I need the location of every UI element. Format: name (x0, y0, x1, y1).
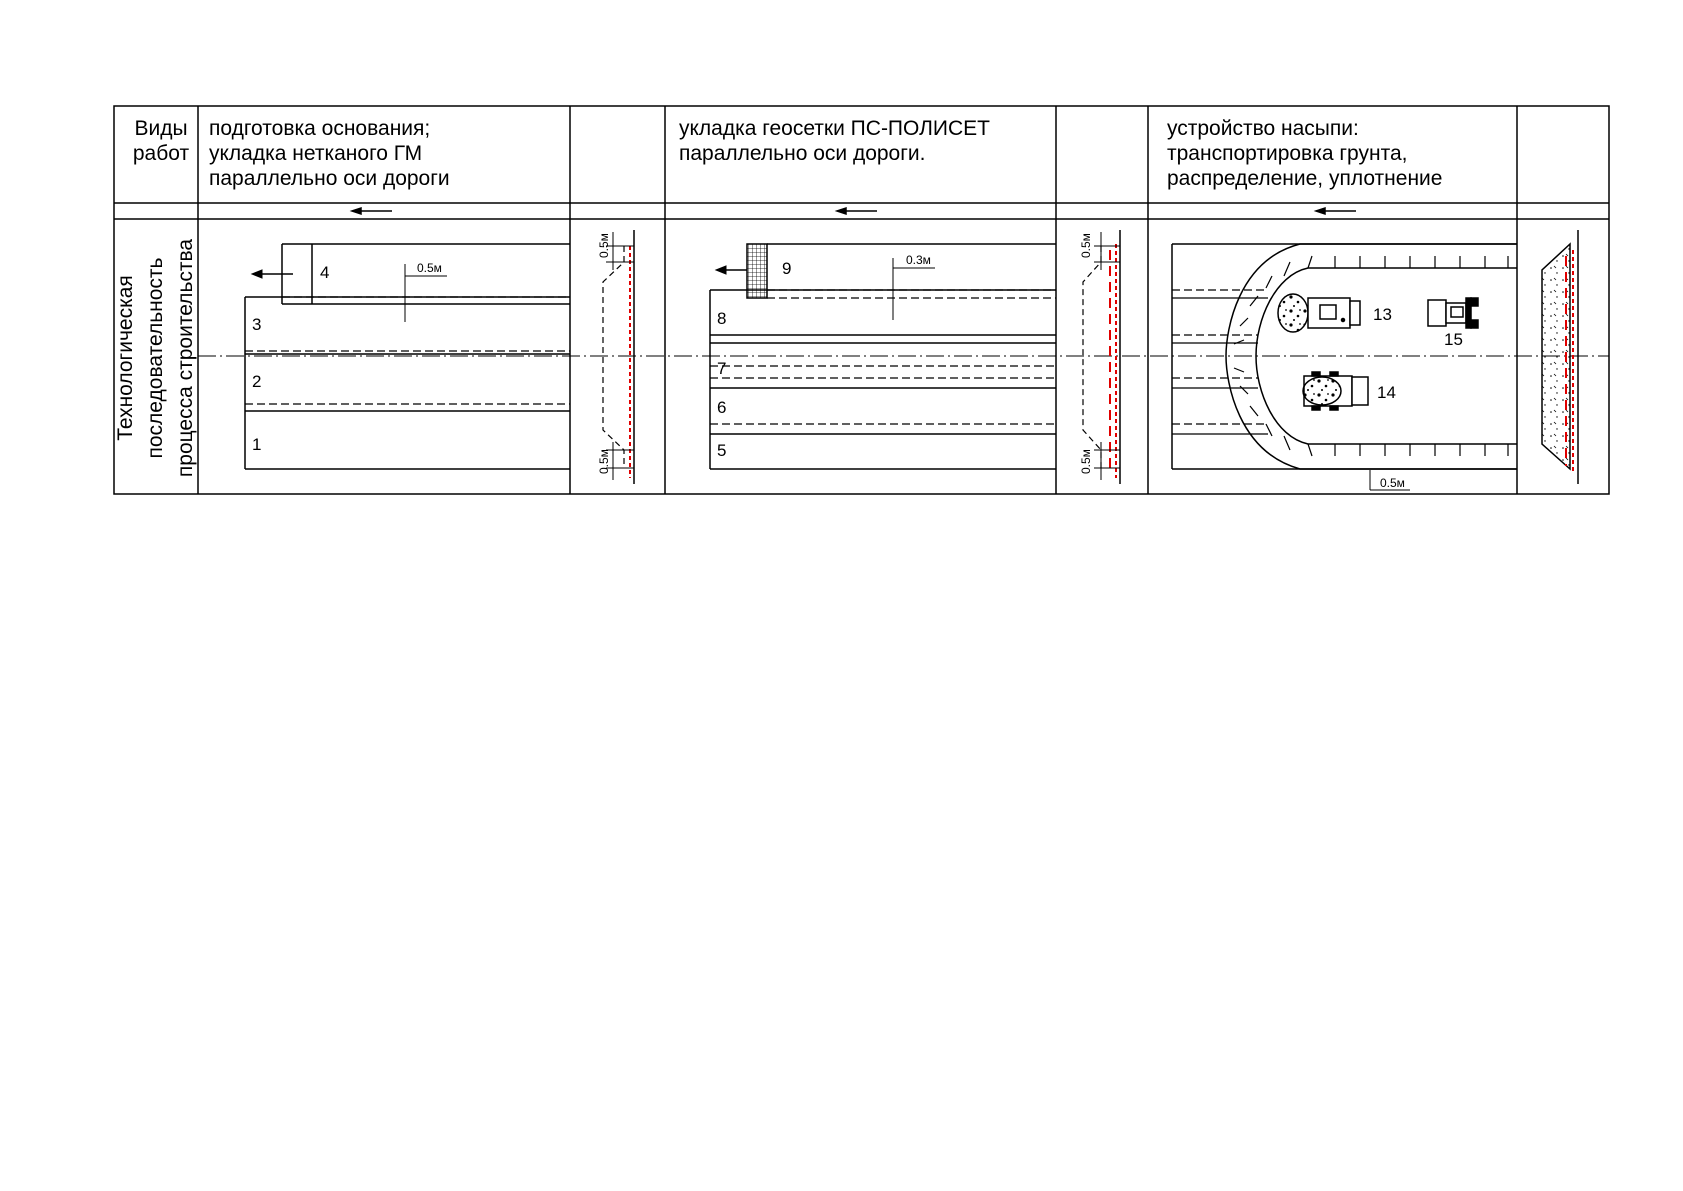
stage3-label-15: 15 (1444, 330, 1463, 349)
bulldozer-icon (1428, 298, 1478, 328)
work-types-line2: работ (132, 142, 190, 165)
dump-truck-icon (1278, 294, 1360, 332)
stage2-label-7: 7 (717, 359, 727, 378)
work-types-line1: Виды (134, 117, 188, 140)
stage1-label-4: 4 (320, 263, 330, 282)
row-label (116, 222, 196, 494)
stage1-section-top-dim: 0.5м (597, 233, 611, 258)
arrow-left-icon (1316, 208, 1356, 214)
arrow-left-icon (837, 208, 877, 214)
stage1-title-line3: параллельно оси дороги (209, 167, 450, 190)
stage1-section-bottom-dim: 0.5м (597, 449, 611, 474)
stage3-title-line3: распределение, уплотнение (1167, 167, 1443, 190)
geogrid-roll-icon (747, 244, 767, 298)
roller-icon (1303, 372, 1368, 410)
stage2-title (679, 116, 990, 166)
stage2-section (1083, 230, 1120, 484)
stage3-section (1542, 230, 1578, 484)
stage2-section-top-dim: 0.5м (1079, 233, 1093, 258)
row-label-line1: Технологическая (114, 275, 137, 441)
stage2-label-9: 9 (782, 259, 792, 278)
stage1-label-3: 3 (252, 315, 262, 334)
stage2-dim-label: 0.3м (906, 253, 931, 267)
stage3-plan (1172, 244, 1517, 490)
stage3-title-line1: устройство насыпи: (1167, 117, 1359, 140)
row-label-line2: последовательность (144, 257, 167, 459)
stage2-label-8: 8 (717, 309, 727, 328)
stage2-section-bottom-dim: 0.5м (1079, 449, 1093, 474)
stage1-title-line1: подготовка основания; (209, 117, 431, 140)
stage3-title-line2: транспортировка грунта, (1167, 142, 1408, 165)
stage3-label-14: 14 (1377, 383, 1396, 402)
stage2-title-line2: параллельно оси дороги. (679, 142, 926, 165)
arrow-left-icon (352, 208, 392, 214)
stage1-label-2: 2 (252, 372, 262, 391)
stage3-dim-label: 0.5м (1380, 476, 1405, 490)
stage1-label-1: 1 (252, 435, 262, 454)
direction-arrows (352, 208, 1356, 214)
stage3-label-13: 13 (1373, 305, 1392, 324)
row-label-line3: процесса строительства (174, 238, 197, 478)
stage2-label-5: 5 (717, 441, 727, 460)
stage1-section (603, 230, 634, 484)
work-types-label (131, 116, 191, 166)
stage3-title (1167, 116, 1442, 191)
stage2-label-6: 6 (717, 398, 727, 417)
stage1-title (209, 116, 450, 191)
stage1-dim-label: 0.5м (417, 261, 442, 275)
stage1-title-line2: укладка нетканого ГМ (209, 142, 423, 165)
stage2-title-line1: укладка геосетки ПС-ПОЛИСЕТ (679, 117, 991, 140)
